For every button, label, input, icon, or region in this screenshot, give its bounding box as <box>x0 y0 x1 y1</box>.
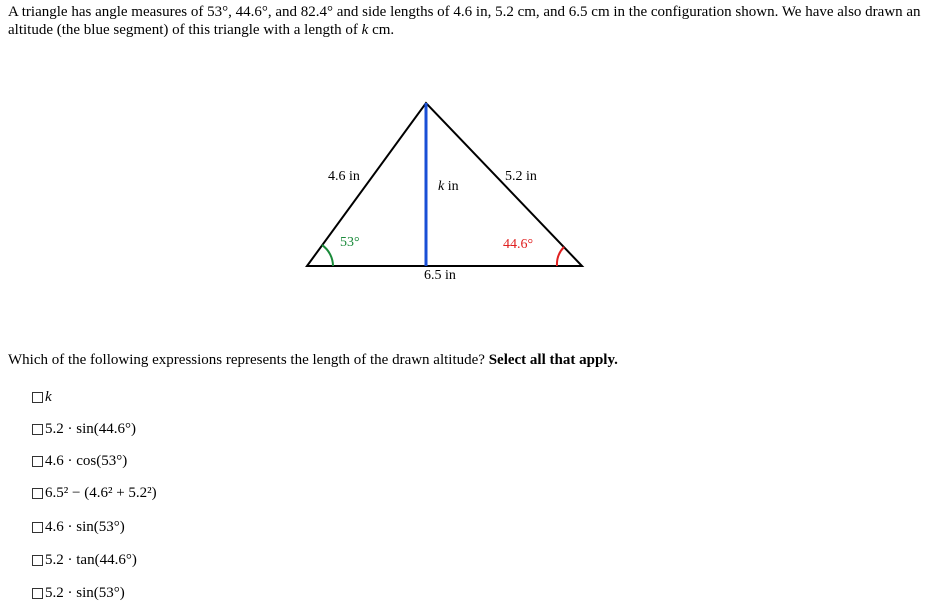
question-prompt <box>8 351 618 369</box>
option-6[interactable] <box>32 549 137 571</box>
altitude-label-var: k <box>438 179 445 194</box>
option-label: 5.2 · sin(53°) <box>45 584 125 601</box>
right-side-label: 5.2 in <box>505 169 537 184</box>
option-label: 5.2 · tan(44.6°) <box>45 551 137 568</box>
checkbox[interactable] <box>32 522 43 533</box>
option-5[interactable] <box>32 516 125 538</box>
checkbox[interactable] <box>32 456 43 467</box>
option-3[interactable] <box>32 450 127 472</box>
altitude-label-unit: in <box>444 179 459 194</box>
option-4[interactable] <box>32 482 157 504</box>
option-label: 4.6 · sin(53°) <box>45 518 125 535</box>
option-2[interactable] <box>32 418 136 440</box>
left-angle-label: 53° <box>340 235 360 250</box>
option-1[interactable] <box>32 386 52 408</box>
left-side-label: 4.6 in <box>328 169 360 184</box>
option-label: 6.5² − (4.6² + 5.2²) <box>45 484 157 501</box>
checkbox[interactable] <box>32 424 43 435</box>
option-label: 5.2 · sin(44.6°) <box>45 420 136 437</box>
question-emphasis: Select all that apply. <box>488 352 618 368</box>
right-angle-arc <box>557 247 564 266</box>
option-label: 4.6 · cos(53°) <box>45 452 128 469</box>
option-label: k <box>45 388 52 405</box>
option-7[interactable] <box>32 582 125 604</box>
question-text: Which of the following expressions represents the length of the drawn altitude? <box>8 352 489 368</box>
right-angle-label: 44.6° <box>503 237 534 252</box>
checkbox[interactable] <box>32 555 43 566</box>
intro-text-2: cm. <box>368 22 395 38</box>
checkbox[interactable] <box>32 392 43 403</box>
checkbox[interactable] <box>32 488 43 499</box>
intro-text-1: A triangle has angle measures of 53°, 44.6°, and 82.4° and side lengths of 4.6 in, 5.2 cm, and 6.5 cm in the configuration shown. We have also drawn an altitude (the blue segment) of this triangle with a length of <box>8 4 921 38</box>
altitude-label <box>438 179 459 194</box>
checkbox[interactable] <box>32 588 43 599</box>
intro-var-k: k <box>361 22 369 38</box>
left-angle-arc <box>322 245 333 266</box>
base-label: 6.5 in <box>424 268 456 283</box>
